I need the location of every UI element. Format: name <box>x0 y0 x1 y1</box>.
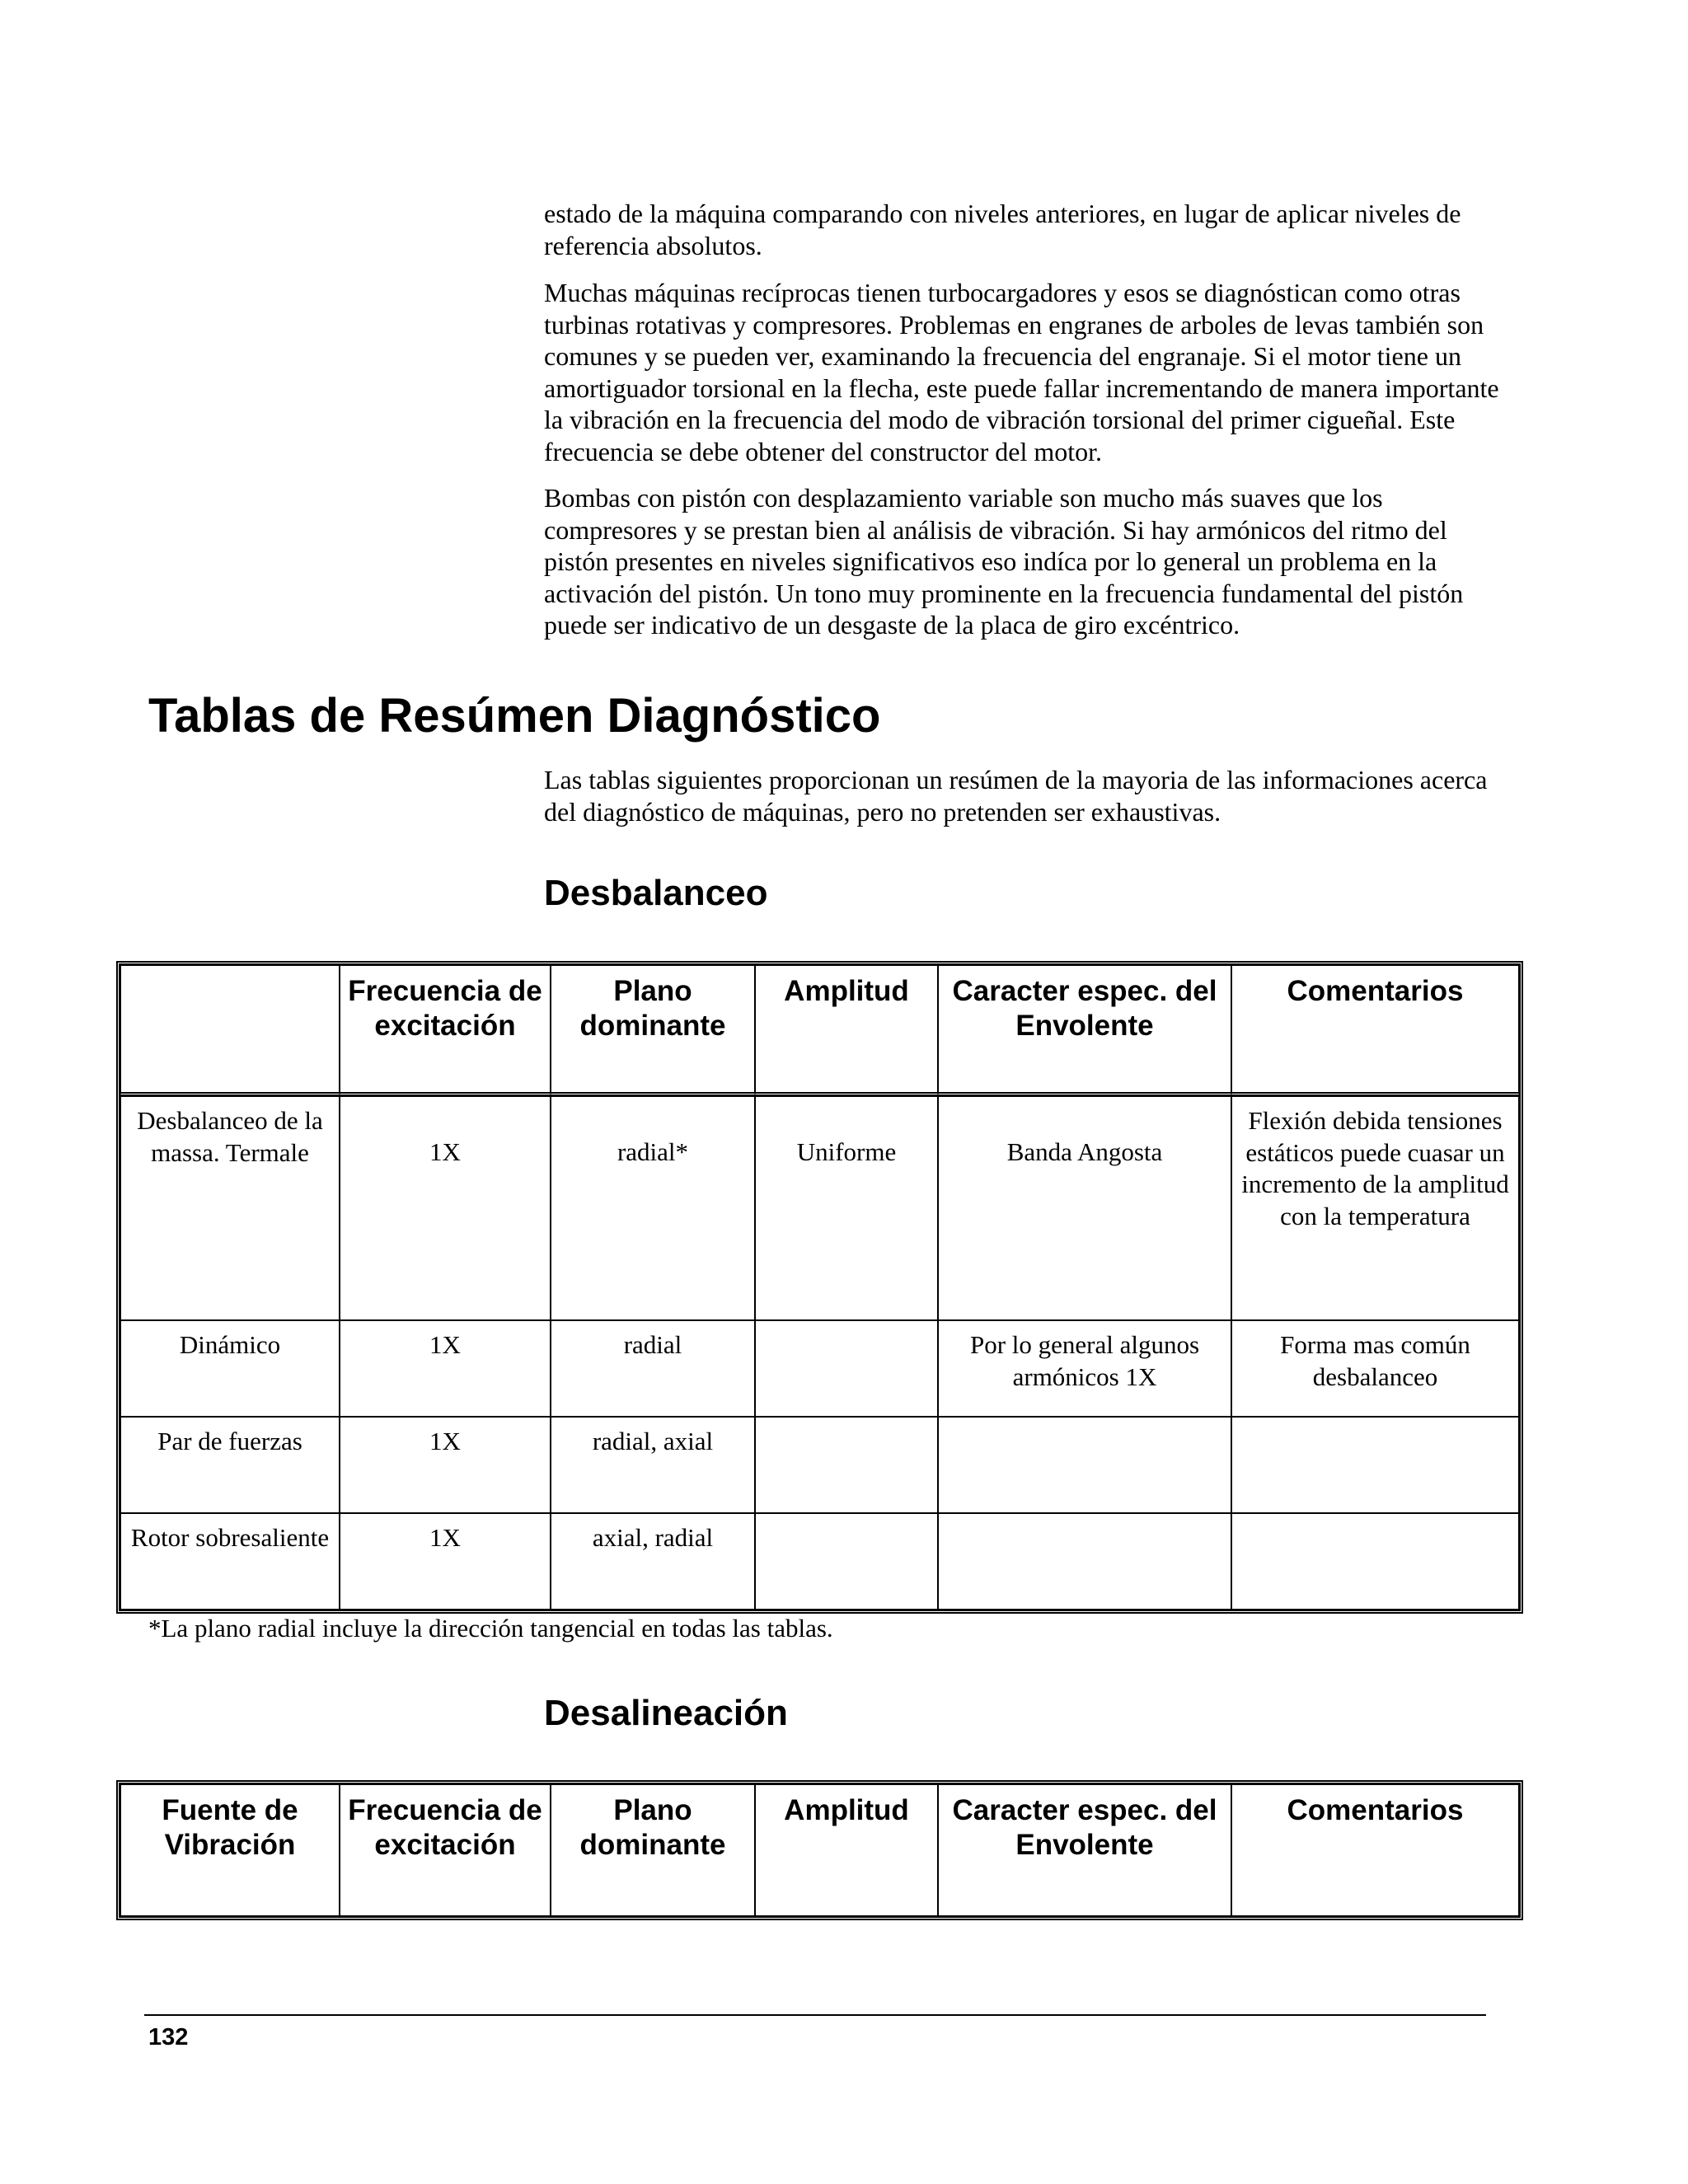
header-cell: Amplitud <box>755 965 938 1096</box>
table-cell: radial <box>551 1320 755 1417</box>
table-row <box>120 1096 1519 1320</box>
table-cell: Forma mas común desbalanceo <box>1231 1320 1519 1417</box>
table-cell <box>755 1320 938 1417</box>
paragraph-continued: estado de la máquina comparando con niveles anteriores, en lugar de aplicar niveles de referencia absolutos. <box>544 199 1461 260</box>
header-cell: Frecuencia de excitación <box>340 965 551 1096</box>
table-cell <box>1231 1417 1519 1513</box>
table-cell <box>938 1513 1231 1610</box>
table-header-row <box>120 965 1519 1096</box>
table-cell: Dinámico <box>120 1320 340 1417</box>
table-cell: Banda Angosta <box>938 1096 1231 1320</box>
table-cell: 1X <box>340 1320 551 1417</box>
table-row <box>120 1513 1519 1610</box>
header-cell: Frecuencia de excitación <box>340 1784 551 1916</box>
header-cell: Amplitud <box>755 1784 938 1916</box>
header-cell <box>120 965 340 1096</box>
section-intro: Las tablas siguientes proporcionan un resúmen de la mayoria de las informaciones acerca del diagnóstico de máquinas, pero no pretenden ser exhaustivas. <box>544 765 1488 827</box>
table-cell: Rotor sobresaliente <box>120 1513 340 1610</box>
table-row <box>120 1417 1519 1513</box>
table-cell <box>938 1417 1231 1513</box>
header-cell: Comentarios <box>1231 965 1519 1096</box>
table-cell: Desbalanceo de la massa. Termale <box>120 1096 340 1320</box>
header-cell: Caracter espec. del Envolente <box>938 965 1231 1096</box>
table-cell: 1X <box>340 1096 551 1320</box>
table-cell: Uniforme <box>755 1096 938 1320</box>
table1-heading: Desbalanceo <box>544 873 768 913</box>
table-cell: 1X <box>340 1513 551 1610</box>
table-cell <box>755 1513 938 1610</box>
table-cell: 1X <box>340 1417 551 1513</box>
page-number: 132 <box>148 2024 189 2050</box>
section-heading: Tablas de Resúmen Diagnóstico <box>148 689 881 743</box>
header-cell: Plano dominante <box>551 1784 755 1916</box>
table-cell: Par de fuerzas <box>120 1417 340 1513</box>
footer-rule <box>144 2014 1486 2016</box>
header-cell: Comentarios <box>1231 1784 1519 1916</box>
table2-heading: Desalineación <box>544 1693 788 1733</box>
unbalance-table <box>116 961 1523 1614</box>
table-header-row <box>120 1784 1519 1916</box>
table-row <box>120 1320 1519 1417</box>
table-footnote: *La plano radial incluye la dirección tangencial en todas las tablas. <box>148 1614 833 1643</box>
paragraph-turbochargers: Muchas máquinas recíprocas tienen turbocargadores y esos se diagnóstican como otras turbinas rotativas y compresores. Problemas en engranes de arboles de levas también son comunes y se pueden ver, examinando la frecuencia del engranaje. Si el motor tiene un amortiguador torsional en la flecha, este puede fallar incrementando de manera importante la vibración en la frecuencia del modo de vibración torsional del primer cigueñal. Este frecuencia se debe obtener del constructor del motor. <box>544 278 1499 466</box>
header-cell: Caracter espec. del Envolente <box>938 1784 1231 1916</box>
table-cell: radial, axial <box>551 1417 755 1513</box>
header-cell: Plano dominante <box>551 965 755 1096</box>
table-cell: Por lo general algunos armónicos 1X <box>938 1320 1231 1417</box>
table-cell: axial, radial <box>551 1513 755 1610</box>
header-cell: Fuente de Vibración <box>120 1784 340 1916</box>
table-cell: Flexión debida tensiones estáticos puede cuasar un incremento de la amplitud con la temperatura <box>1231 1096 1519 1320</box>
misalignment-table <box>116 1780 1523 1920</box>
table-cell <box>1231 1513 1519 1610</box>
table-cell <box>755 1417 938 1513</box>
table-cell: radial* <box>551 1096 755 1320</box>
paragraph-piston-pumps: Bombas con pistón con desplazamiento variable son mucho más suaves que los compresores y se prestan bien al análisis de vibración. Si hay armónicos del ritmo del pistón presentes en niveles significativos eso indíca por lo general un problema en la activación del pistón. Un tono muy prominente en la frecuencia fundamental del pistón puede ser indicativo de un desgaste de la placa de giro excéntrico. <box>544 483 1464 640</box>
